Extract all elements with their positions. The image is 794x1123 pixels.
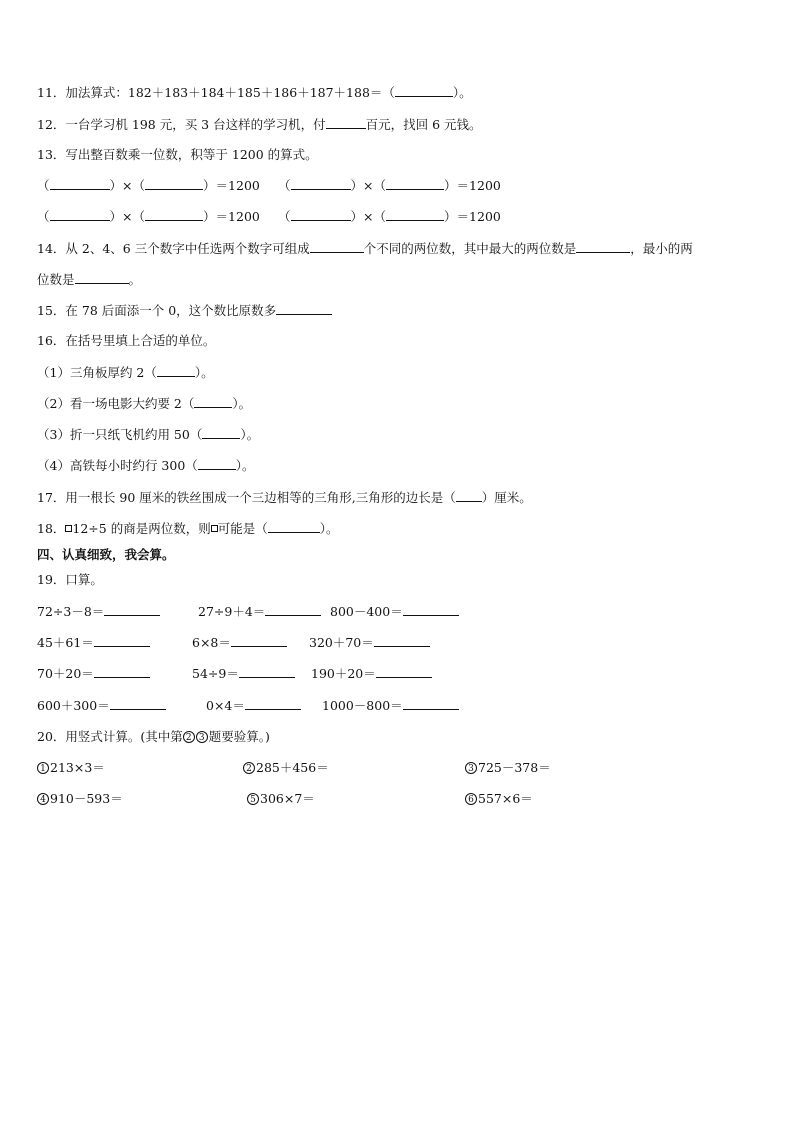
- q14-text-d: 位数是: [37, 272, 75, 287]
- circled-number: 5: [247, 793, 259, 805]
- paren-close: ）: [444, 178, 457, 193]
- q13-blank[interactable]: [291, 177, 351, 190]
- q20-item-6: [465, 791, 533, 807]
- q16-item-text: （4）高铁每小时约行 300（: [37, 458, 198, 473]
- q19-blank[interactable]: [110, 697, 166, 710]
- q14-blank-count[interactable]: [310, 240, 364, 253]
- q13-row-1-right: [278, 177, 501, 194]
- times-sign: ×: [122, 209, 133, 224]
- question-16-title: [37, 333, 215, 349]
- q20-item-3: [465, 760, 551, 776]
- q19-r4-c1: [37, 697, 166, 714]
- question-12: [37, 116, 482, 133]
- q19-r2-c3: [309, 634, 430, 651]
- q16-item-1: [37, 364, 214, 381]
- q14-text-a: 14．从 2、4、6 三个数字中任选两个数字可组成: [37, 241, 310, 256]
- q11-tail: ）。: [452, 85, 472, 100]
- circled-number-2: 2: [183, 731, 195, 743]
- q20-item-5: [247, 791, 315, 807]
- q19-expr: 320＋70＝: [309, 635, 374, 650]
- q19-blank[interactable]: [94, 665, 150, 678]
- paren-open: （: [373, 209, 387, 224]
- q19-expr: 70＋20＝: [37, 666, 94, 681]
- q20-expr: 725－378＝: [478, 760, 551, 775]
- q19-blank[interactable]: [104, 603, 160, 616]
- q19-blank[interactable]: [231, 634, 287, 647]
- q19-blank[interactable]: [94, 634, 150, 647]
- q17-text: 17．用一根长 90 厘米的铁丝围成一个三边相等的三角形,三角形的边长是（: [37, 490, 456, 505]
- q14-text-b: 个不同的两位数，其中最大的两位数是: [363, 241, 577, 256]
- q16-title: 16．在括号里填上合适的单位。: [37, 333, 216, 348]
- q19-blank[interactable]: [265, 603, 321, 616]
- q13-eq: ＝1200: [215, 178, 260, 193]
- q13-eq: ＝1200: [456, 178, 501, 193]
- q19-r3-c3: [311, 665, 432, 682]
- q19-expr: 190＋20＝: [311, 666, 376, 681]
- paren-open: （: [278, 178, 291, 193]
- times-sign: ×: [363, 178, 374, 193]
- q20-expr: 306×7＝: [260, 791, 315, 806]
- q20-expr: 557×6＝: [478, 791, 533, 806]
- q14-blank-max[interactable]: [576, 240, 630, 253]
- question-13-title: [37, 147, 318, 163]
- circled-number: 3: [465, 762, 477, 774]
- question-14-line-2: [37, 271, 141, 288]
- q12-blank[interactable]: [326, 116, 366, 129]
- q19-r4-c3: [322, 697, 459, 714]
- circled-number: 6: [465, 793, 477, 805]
- q19-r1-c3: [330, 603, 459, 620]
- q13-blank[interactable]: [50, 177, 110, 190]
- q12-text: 12．一台学习机 198 元，买 3 台这样的学习机，付: [37, 117, 326, 132]
- q16-item-text: （2）看一场电影大约要 2（: [37, 396, 195, 411]
- q15-text: 15．在 78 后面添一个 0，这个数比原数多: [37, 303, 277, 318]
- q20-item-4: [37, 791, 123, 807]
- q20-item-2: [243, 760, 329, 776]
- q13-blank[interactable]: [145, 208, 203, 221]
- q16-item-3: [37, 426, 259, 443]
- q19-title: 19．口算。: [37, 572, 103, 587]
- q13-eq: ＝1200: [215, 209, 260, 224]
- q14-text-e: 。: [128, 272, 142, 287]
- circled-number: 4: [37, 793, 49, 805]
- question-17: [37, 489, 532, 506]
- q20-expr: 285＋456＝: [256, 760, 329, 775]
- question-11: [37, 84, 472, 101]
- square-placeholder-icon: [211, 525, 218, 532]
- q16-item-tail: ）。: [194, 365, 214, 380]
- times-sign: ×: [363, 209, 374, 224]
- q19-expr: 800－400＝: [330, 604, 403, 619]
- q13-blank[interactable]: [291, 208, 351, 221]
- q18-blank[interactable]: [268, 520, 320, 533]
- q13-row-2-left: [37, 208, 260, 225]
- q19-expr: 54÷9＝: [192, 666, 239, 681]
- q17-tail: ）厘米。: [481, 490, 532, 505]
- paren-open: （: [278, 209, 291, 224]
- q11-text: 11．加法算式：182＋183＋184＋185＋186＋187＋188＝（: [37, 85, 395, 100]
- q11-blank[interactable]: [395, 84, 453, 97]
- q14-blank-min[interactable]: [75, 271, 129, 284]
- q13-row-2-right: [278, 208, 501, 225]
- circled-number: 1: [37, 762, 49, 774]
- q20-title-tail: 题要验算。): [208, 729, 270, 744]
- paren-close: ）: [109, 209, 123, 224]
- paren-close: ）: [203, 209, 216, 224]
- q16-item-text: （1）三角板厚约 2（: [37, 365, 157, 380]
- paren-open: （: [132, 209, 146, 224]
- paren-close: ）: [444, 209, 457, 224]
- q19-blank[interactable]: [374, 634, 430, 647]
- paren-open: （: [373, 178, 387, 193]
- paren-open: （: [37, 209, 50, 224]
- q16-blank[interactable]: [157, 364, 195, 377]
- paren-close: ）: [350, 209, 364, 224]
- q19-r4-c2: [206, 697, 301, 714]
- q19-r1-c1: [37, 603, 160, 620]
- q19-expr: 6×8＝: [192, 635, 231, 650]
- q13-eq: ＝1200: [456, 209, 501, 224]
- paren-open: （: [37, 178, 50, 193]
- q13-row-1-left: [37, 177, 260, 194]
- section-4-heading: [37, 547, 175, 563]
- q19-r2-c2: [192, 634, 287, 651]
- q19-r1-c2: [198, 603, 321, 620]
- question-18: [37, 520, 339, 537]
- q18-text-2: 可能是（: [217, 521, 268, 536]
- q16-blank[interactable]: [198, 457, 236, 470]
- q16-item-tail: ）。: [232, 396, 252, 411]
- q18-text: 12÷5 的商是两位数，则: [72, 521, 211, 536]
- q19-blank[interactable]: [403, 603, 459, 616]
- q19-r3-c2: [192, 665, 295, 682]
- q16-blank[interactable]: [194, 395, 232, 408]
- q16-item-2: [37, 395, 251, 412]
- question-19-title: [37, 572, 103, 588]
- q12-mid: 百元，找回 6 元钱。: [365, 117, 482, 132]
- question-20-title: [37, 729, 270, 745]
- q15-blank[interactable]: [276, 302, 332, 315]
- q20-expr: 213×3＝: [50, 760, 105, 775]
- q19-blank[interactable]: [239, 665, 295, 678]
- q13-blank[interactable]: [50, 208, 110, 221]
- q16-item-tail: ）。: [240, 427, 260, 442]
- q19-blank[interactable]: [245, 697, 301, 710]
- q19-blank[interactable]: [403, 697, 459, 710]
- q13-blank[interactable]: [145, 177, 203, 190]
- q16-item-tail: ）。: [235, 458, 255, 473]
- q19-r2-c1: [37, 634, 150, 651]
- q19-expr: 600＋300＝: [37, 698, 110, 713]
- q18-number: 18．: [37, 521, 66, 536]
- paren-close: ）: [203, 178, 216, 193]
- circled-number-3: 3: [196, 731, 208, 743]
- q19-expr: 72÷3－8＝: [37, 604, 105, 619]
- question-14-line-1: [37, 240, 693, 257]
- q13-title: 13．写出整百数乘一位数，积等于 1200 的算式。: [37, 147, 318, 162]
- q20-item-1: [37, 760, 105, 776]
- q19-expr: 1000－800＝: [322, 698, 403, 713]
- paren-open: （: [132, 178, 146, 193]
- paren-close: ）: [350, 178, 364, 193]
- q19-r3-c1: [37, 665, 150, 682]
- q13-blank[interactable]: [386, 208, 444, 221]
- section-4-title: 四、认真细致，我会算。: [37, 547, 175, 562]
- q16-item-text: （3）折一只纸飞机约用 50（: [37, 427, 203, 442]
- q19-expr: 45＋61＝: [37, 635, 94, 650]
- q19-expr: 0×4＝: [206, 698, 245, 713]
- q20-expr: 910－593＝: [50, 791, 123, 806]
- circled-number: 2: [243, 762, 255, 774]
- q16-item-4: [37, 457, 255, 474]
- times-sign: ×: [122, 178, 133, 193]
- q20-title: 20．用竖式计算。(其中第: [37, 729, 183, 744]
- q13-blank[interactable]: [386, 177, 444, 190]
- q17-blank[interactable]: [456, 489, 482, 502]
- paren-close: ）: [109, 178, 123, 193]
- q16-blank[interactable]: [202, 426, 240, 439]
- q19-expr: 27÷9＋4＝: [198, 604, 266, 619]
- question-15: [37, 302, 332, 319]
- q14-text-c: ，最小的两: [630, 241, 693, 256]
- q18-tail: ）。: [319, 521, 339, 536]
- q19-blank[interactable]: [376, 665, 432, 678]
